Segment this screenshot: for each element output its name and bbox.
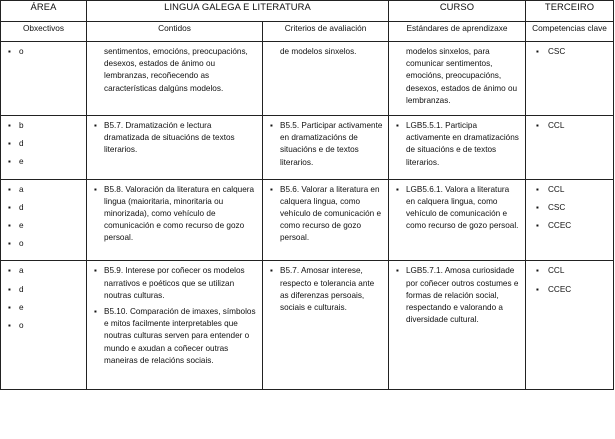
list-item: ▪ CCEC [530,284,608,296]
standards-cell [389,42,526,116]
list-item: ▪ a [5,265,81,277]
list-item: ▪ LGB5.5.1. Participa activamente en dramatizacións de situacións e de textos literarios. [393,120,520,169]
contents-cell [87,261,263,390]
competences-cell [526,179,614,261]
list-item: ▪ CCL [530,184,608,196]
list-item: ▪ LGB5.6.1. Valora a literatura en calquera lingua, como vehículo de comunicación e como recurso de gozo persoal. [393,184,520,233]
col-criteria: Criterios de avaliación [263,22,389,42]
objectives-cell [1,42,87,116]
list-item: ▪ CSC [530,202,608,214]
standards-cell [389,116,526,180]
criteria-cell [263,42,389,116]
table-row [1,42,614,116]
contents-cell [87,179,263,261]
list-item: ▪ e [5,220,81,232]
content-text: sentimentos, emocións, preocupacións, desexos, estados de ánimo ou lembranzas, recoñecendo as características dalgúns modelos. [104,47,248,93]
list-item: ▪ d [5,138,81,150]
list-item: ▪ CCL [530,265,608,277]
objectives-cell [1,261,87,390]
col-objectives: Obxectivos [1,22,87,42]
list-item: ▪ CSC [530,46,608,58]
subject-title: LINGUA GALEGA E LITERATURA [87,1,389,22]
col-standards: Estándares de aprendizaxe [389,22,526,42]
list-item: ▪ o [5,46,81,58]
list-item: ▪ o [5,320,81,332]
table-row [1,179,614,261]
criteria-cell [263,179,389,261]
list-item: ▪ B5.5. Participar activamente en dramatizacións de situacións e de textos literarios. [267,120,383,169]
criteria-text: de modelos sinxelos. [280,47,357,56]
list-item: ▪ B5.9. Interese por coñecer os modelos narrativos e poéticos que se utilizan noutras culturas. [91,265,257,302]
criteria-cell [263,261,389,390]
area-header: ÁREA [1,1,87,22]
course-label: CURSO [389,1,526,22]
col-competences: Competencias clave [526,22,614,42]
standards-text: modelos sinxelos, para comunicar sentimentos, emocións, preocupacións, desexos, estados de ánimo ou lembranzas. [406,47,518,105]
list-item: ▪ CCL [530,120,608,132]
list-item: ▪ d [5,202,81,214]
column-header-row [1,22,614,42]
list-item: ▪ B5.10. Comparación de imaxes, símbolos e mitos facilmente interpretables que noutras culturas serven para entender o mundo e axudan a coñecer outras maneiras de relacións sociais. [91,306,257,367]
contents-cell [87,42,263,116]
list-item: ▪ a [5,184,81,196]
list-item: ▪ CCEC [530,220,608,232]
table-row [1,116,614,180]
criteria-cell [263,116,389,180]
objectives-cell [1,116,87,180]
competences-cell [526,261,614,390]
standards-cell [389,179,526,261]
list-item: ▪ e [5,302,81,314]
col-contents: Contidos [87,22,263,42]
list-item: ▪ B5.7. Dramatización e lectura dramatizada de situacións de textos literarios. [91,120,257,157]
list-item: ▪ b [5,120,81,132]
list-item: ▪ B5.8. Valoración da literatura en calquera lingua (maioritaria, minoritaria ou minorizada), como vehículo de comunicación e como recurso de gozo persoal. [91,184,257,245]
standards-cell [389,261,526,390]
objectives-cell [1,179,87,261]
list-item: ▪ B5.6. Valorar a literatura en calquera lingua, como vehículo de comunicación e como recurso de gozo persoal. [267,184,383,245]
course-value: TERCEIRO [526,1,614,22]
competences-cell [526,116,614,180]
list-item: ▪ d [5,284,81,296]
competences-cell [526,42,614,116]
list-item: ▪ B5.7. Amosar interese, respecto e tolerancia ante as diferenzas persoais, sociais e culturais. [267,265,383,314]
list-item: ▪ o [5,238,81,250]
header-row [1,1,614,22]
contents-cell [87,116,263,180]
table-row [1,261,614,390]
list-item: ▪ LGB5.7.1. Amosa curiosidade por coñecer outros costumes e formas de relación social, respectando e valorando a diversidade cultural. [393,265,520,326]
list-item: ▪ e [5,156,81,168]
